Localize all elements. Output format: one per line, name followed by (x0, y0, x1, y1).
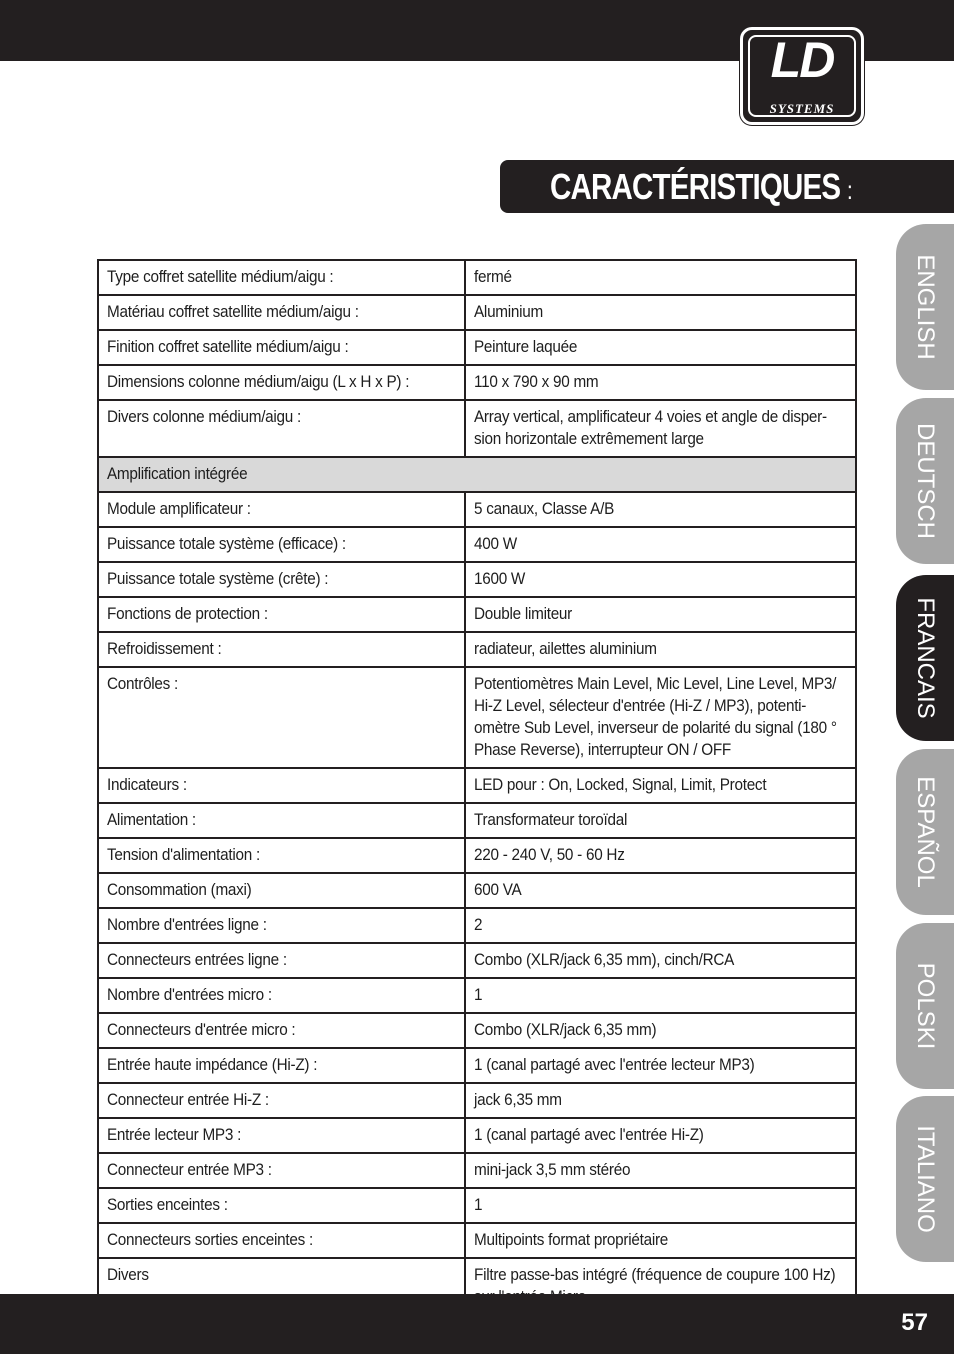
spec-label-cell (98, 400, 465, 457)
spec-label-cell (98, 978, 465, 1013)
spec-label: Divers colonne médium/aigu : (107, 407, 301, 426)
spec-value-cell (465, 1118, 856, 1153)
spec-value: Array vertical, amplificateur 4 voies et angle de disper-sion horizontale extrêmement large (474, 407, 827, 448)
spec-label-cell (98, 803, 465, 838)
spec-label-cell (98, 562, 465, 597)
spec-value: 5 canaux, Classe A/B (474, 499, 615, 518)
spec-value: 2 (474, 915, 483, 934)
spec-value-cell (465, 1153, 856, 1188)
table-row (98, 943, 856, 978)
spec-value-cell (465, 330, 856, 365)
page-title-text: CARACTÉRISTIQUES (550, 166, 841, 207)
spec-label: Puissance totale système (crête) : (107, 569, 329, 588)
spec-value: Filtre passe-bas intégré (fréquence de coupure 100 Hz) (474, 1265, 836, 1284)
spec-label-cell (98, 1118, 465, 1153)
spec-value: 1 (474, 985, 483, 1004)
table-row (98, 908, 856, 943)
spec-value-cell (465, 1188, 856, 1223)
table-row (98, 400, 856, 457)
spec-label: Connecteurs d'entrée micro : (107, 1020, 296, 1039)
spec-label: Entrée haute impédance (Hi-Z) : (107, 1055, 318, 1074)
spec-value-cell (465, 632, 856, 667)
spec-label-cell (98, 1013, 465, 1048)
spec-label: Puissance totale système (efficace) : (107, 534, 346, 553)
spec-label-cell (98, 1223, 465, 1258)
table-row (98, 978, 856, 1013)
spec-value-cell (465, 838, 856, 873)
section-title-bar (500, 160, 954, 213)
spec-label-cell (98, 838, 465, 873)
spec-label: Indicateurs : (107, 775, 187, 794)
spec-value: Peinture laquée (474, 337, 578, 356)
table-row (98, 1153, 856, 1188)
spec-value: Aluminium (474, 302, 543, 321)
spec-label: Fonctions de protection : (107, 604, 268, 623)
table-row (98, 527, 856, 562)
spec-label-cell (98, 1048, 465, 1083)
spec-value-cell (465, 1223, 856, 1258)
spec-label-cell (98, 908, 465, 943)
tab-deutsch-label: DEUTSCH (912, 422, 939, 540)
spec-label-cell (98, 768, 465, 803)
table-row (98, 562, 856, 597)
spec-label: Nombre d'entrées micro : (107, 985, 272, 1004)
spec-value-cell (465, 803, 856, 838)
tab-deutsch[interactable] (896, 398, 954, 564)
spec-value: mini-jack 3,5 mm stéréo (474, 1160, 631, 1179)
table-row (98, 1188, 856, 1223)
spec-value: 1 (canal partagé avec l'entrée Hi-Z) (474, 1125, 704, 1144)
spec-label: Connecteurs entrées ligne : (107, 950, 287, 969)
spec-value: 400 W (474, 534, 517, 553)
spec-label-cell (98, 1083, 465, 1118)
spec-label: Alimentation : (107, 810, 196, 829)
table-row (98, 1048, 856, 1083)
tab-polski-label: POLSKI (912, 962, 939, 1050)
spec-label: Consommation (maxi) (107, 880, 252, 899)
spec-label: Nombre d'entrées ligne : (107, 915, 267, 934)
footer-bar (0, 1294, 954, 1354)
page-title (550, 166, 852, 208)
spec-value-cell (465, 365, 856, 400)
tab-espanol[interactable] (896, 749, 954, 915)
spec-label-cell (98, 330, 465, 365)
spec-label: Contrôles : (107, 674, 179, 693)
spec-label: Type coffret satellite médium/aigu : (107, 267, 334, 286)
spec-label: Dimensions colonne médium/aigu (L x H x P) : (107, 372, 410, 391)
spec-label-cell (98, 632, 465, 667)
table-row (98, 492, 856, 527)
page-number: 57 (901, 1309, 928, 1336)
spec-label-cell (98, 492, 465, 527)
spec-value-cell (465, 400, 856, 457)
table-row (98, 330, 856, 365)
spec-label-cell (98, 1188, 465, 1223)
spec-value: 1 (474, 1195, 483, 1214)
spec-label-cell (98, 365, 465, 400)
spec-label: Connecteur entrée Hi-Z : (107, 1090, 269, 1109)
tab-english-label: ENGLISH (912, 254, 939, 360)
spec-label-cell (98, 1153, 465, 1188)
table-row (98, 260, 856, 295)
table-row (98, 838, 856, 873)
tab-italiano[interactable] (896, 1096, 954, 1262)
table-section-row (98, 457, 856, 492)
table-row (98, 1118, 856, 1153)
spec-value: 110 x 790 x 90 mm (474, 372, 599, 391)
spec-label-cell (98, 873, 465, 908)
spec-value: 1 (canal partagé avec l'entrée lecteur MP3) (474, 1055, 755, 1074)
section-header-cell (98, 457, 856, 492)
table-row (98, 768, 856, 803)
spec-label-cell (98, 667, 465, 768)
spec-table (97, 259, 857, 1316)
spec-label-cell (98, 527, 465, 562)
spec-label: Divers (107, 1265, 149, 1284)
table-row (98, 1223, 856, 1258)
spec-value-cell (465, 527, 856, 562)
table-row (98, 1013, 856, 1048)
spec-value-cell (465, 873, 856, 908)
spec-label-cell (98, 295, 465, 330)
spec-value-cell (465, 492, 856, 527)
spec-value: 220 - 240 V, 50 - 60 Hz (474, 845, 625, 864)
logo-systems-text: SYSTEMS (769, 101, 835, 116)
spec-value: Combo (XLR/jack 6,35 mm) (474, 1020, 657, 1039)
tab-francais[interactable] (896, 575, 954, 741)
table-row (98, 597, 856, 632)
spec-value: LED pour : On, Locked, Signal, Limit, Protect (474, 775, 767, 794)
spec-value: fermé (474, 267, 512, 286)
tab-english[interactable] (896, 224, 954, 390)
tab-francais-label: FRANCAIS (912, 597, 939, 719)
spec-label: Connecteurs sorties enceintes : (107, 1230, 313, 1249)
tab-italiano-label: ITALIANO (912, 1125, 939, 1233)
spec-value-cell (465, 562, 856, 597)
table-row (98, 1083, 856, 1118)
spec-value-cell (465, 260, 856, 295)
spec-value-cell (465, 978, 856, 1013)
tab-polski[interactable] (896, 923, 954, 1089)
table-row (98, 667, 856, 768)
spec-value: jack 6,35 mm (474, 1090, 562, 1109)
spec-value: Combo (XLR/jack 6,35 mm), cinch/RCA (474, 950, 735, 969)
spec-value-cell (465, 1013, 856, 1048)
spec-label-cell (98, 260, 465, 295)
spec-label-cell (98, 597, 465, 632)
spec-label: Matériau coffret satellite médium/aigu : (107, 302, 359, 321)
page-title-colon: : (846, 175, 852, 205)
tab-espanol-label: ESPAÑOL (912, 776, 939, 888)
spec-value: radiateur, ailettes aluminium (474, 639, 657, 658)
spec-label: Sorties enceintes : (107, 1195, 228, 1214)
table-row (98, 873, 856, 908)
spec-label: Finition coffret satellite médium/aigu : (107, 337, 349, 356)
spec-value-cell (465, 597, 856, 632)
table-row (98, 295, 856, 330)
spec-value-cell (465, 1048, 856, 1083)
spec-label: Refroidissement : (107, 639, 222, 658)
table-row (98, 803, 856, 838)
table-row (98, 632, 856, 667)
spec-label-cell (98, 943, 465, 978)
table-row (98, 365, 856, 400)
spec-value-cell (465, 768, 856, 803)
section-header: Amplification intégrée (107, 464, 248, 483)
spec-value: Potentiomètres Main Level, Mic Level, Line Level, MP3/ Hi-Z Level, sélecteur d'entrée (Hi-Z / MP3), potenti-omètre Sub Level, inverseur de polarité du signal (180 ° Phase Reverse), interrupteur ON / OFF (474, 674, 837, 759)
spec-value: 1600 W (474, 569, 526, 588)
spec-value: 600 VA (474, 880, 522, 899)
spec-value-cell (465, 295, 856, 330)
ld-systems-logo (740, 27, 864, 125)
spec-label: Tension d'alimentation : (107, 845, 260, 864)
spec-value-cell (465, 908, 856, 943)
spec-label: Entrée lecteur MP3 : (107, 1125, 242, 1144)
spec-value: Multipoints format propriétaire (474, 1230, 669, 1249)
spec-value-cell (465, 667, 856, 768)
spec-label: Module amplificateur : (107, 499, 251, 518)
spec-value-cell (465, 943, 856, 978)
spec-value: Transformateur toroïdal (474, 810, 628, 829)
logo-ld-text: LD (770, 32, 834, 88)
spec-label: Connecteur entrée MP3 : (107, 1160, 272, 1179)
spec-value-cell (465, 1083, 856, 1118)
spec-value: Double limiteur (474, 604, 573, 623)
